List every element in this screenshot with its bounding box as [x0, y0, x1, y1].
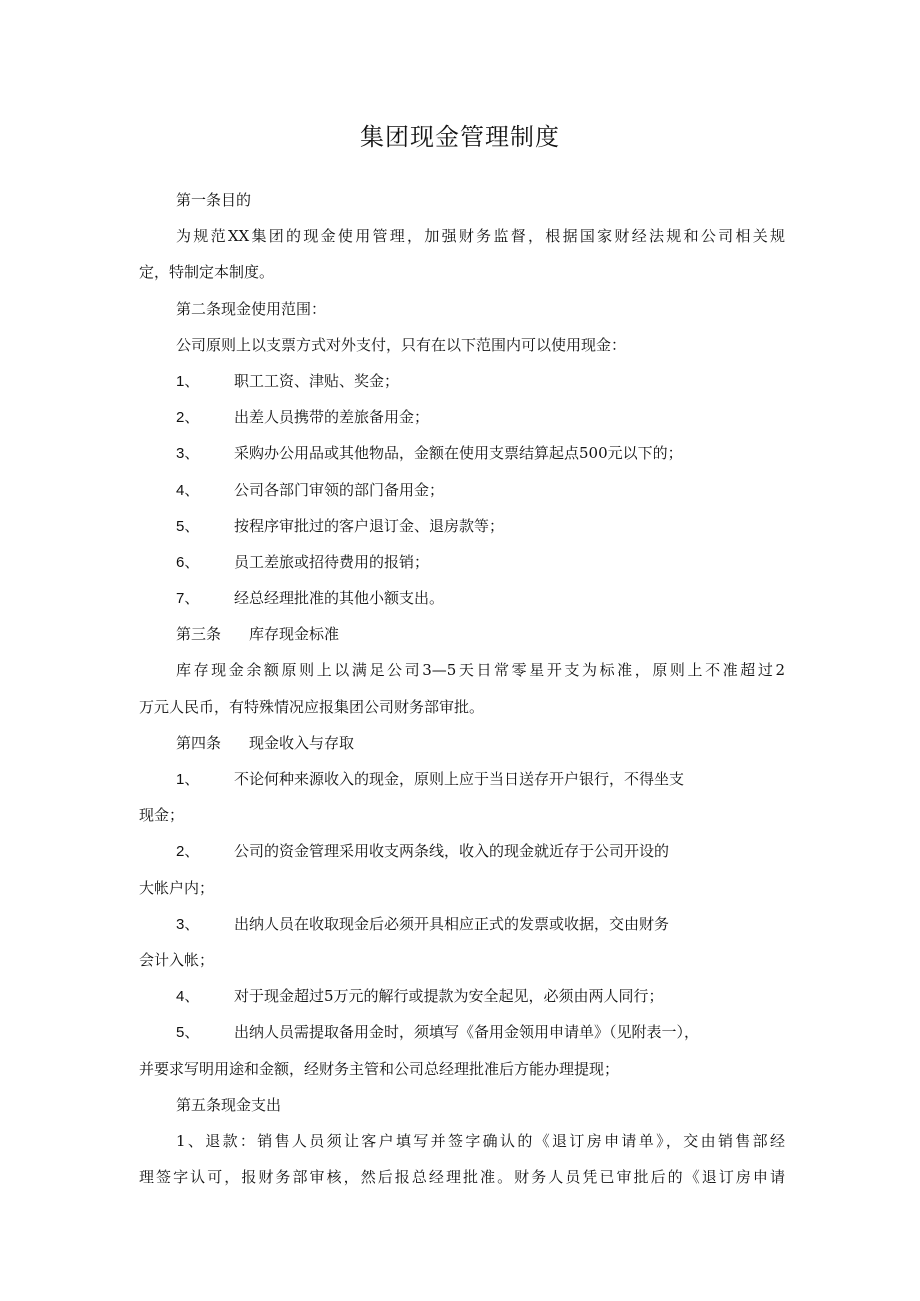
list-item-text: 经总经理批准的其他小额支出。 — [234, 589, 445, 608]
article-2-list-item — [139, 544, 785, 580]
article-4-list-item-continuation: 大帐户内； — [139, 878, 215, 897]
article-4-label: 第四条 — [176, 733, 222, 752]
list-item-number: 2、 — [176, 409, 200, 427]
article-2-list-item — [139, 580, 785, 616]
article-4-list-item — [139, 833, 785, 869]
document-title: 集团现金管理制度 — [360, 123, 560, 151]
article-4-list-item-continuation: 并要求写明用途和金额，经财务主管和公司总经理批准后方能办理提现； — [139, 1059, 620, 1078]
article-2-heading: 第二条现金使用范围： — [176, 299, 327, 318]
list-item-number: 5、 — [176, 517, 200, 535]
article-2-intro: 公司原则上以支票方式对外支付，只有在以下范围内可以使用现金： — [176, 335, 627, 354]
list-item-number: 7、 — [176, 590, 200, 608]
list-item-text: 出差人员携带的差旅备用金； — [234, 408, 430, 427]
article-4-list-item-continuation: 会计入帐； — [139, 950, 215, 969]
list-item-text: 员工差旅或招待费用的报销； — [234, 552, 430, 571]
article-4-list-item — [139, 1014, 785, 1050]
article-4-list-item-continuation: 现金； — [139, 806, 185, 825]
document-body — [139, 182, 785, 1195]
list-item-text: 公司的资金管理采用收支两条线，收入的现金就近存于公司开设的 — [234, 842, 670, 861]
article-1-paragraph-line-1: 为规范XX集团的现金使用管理，加强财务监督，根据国家财经法规和公司相关规 — [176, 227, 785, 246]
article-3-paragraph-line-2: 万元人民币，有特殊情况应报集团公司财务部审批。 — [139, 697, 485, 716]
list-item-number: 4、 — [176, 481, 200, 499]
article-3-heading — [139, 616, 785, 652]
list-item-text: 职工工资、津贴、奖金； — [234, 371, 400, 390]
article-5-heading: 第五条现金支出 — [176, 1095, 282, 1114]
list-item-number: 3、 — [176, 915, 200, 933]
article-4-list-item — [139, 761, 785, 797]
list-item-number: 1、 — [176, 372, 200, 390]
list-item-text: 采购办公用品或其他物品，金额在使用支票结算起点500元以下的； — [234, 444, 683, 463]
article-1-paragraph-line-2: 定，特制定本制度。 — [139, 263, 275, 282]
article-5-paragraph-line-1: 1、退款：销售人员须让客户填写并签字确认的《退订房申请单》，交由销售部经 — [176, 1131, 785, 1150]
list-item-number: 2、 — [176, 843, 200, 861]
article-2-list-item — [139, 363, 785, 399]
article-1-heading: 第一条目的 — [176, 191, 252, 209]
list-item-number: 3、 — [176, 445, 200, 463]
list-item-number: 1、 — [176, 771, 200, 788]
article-2-list-item — [139, 399, 785, 435]
article-3-title: 库存现金标准 — [249, 625, 340, 644]
article-4-list-item — [139, 978, 785, 1014]
list-item-number: 5、 — [176, 1024, 200, 1042]
article-3-paragraph-line-1: 库存现金余额原则上以满足公司3—5天日常零星开支为标准，原则上不准超过2 — [176, 661, 785, 680]
article-3-label: 第三条 — [176, 625, 222, 644]
list-item-number: 4、 — [176, 988, 200, 1006]
list-item-text: 公司各部门审领的部门备用金； — [234, 480, 445, 499]
list-item-text: 对于现金超过5万元的解行或提款为安全起见，必须由两人同行； — [234, 987, 664, 1006]
list-item-text: 出纳人员在收取现金后必须开具相应正式的发票或收据，交由财务 — [234, 914, 670, 933]
list-item-text: 不论何种来源收入的现金，原则上应于当日送存开户银行，不得坐支 — [234, 770, 685, 788]
list-item-text: 出纳人员需提取备用金时，须填写《备用金领用申请单》（见附表一）， — [234, 1023, 700, 1042]
list-item-text: 按程序审批过的客户退订金、退房款等； — [234, 516, 505, 535]
list-item-number: 6、 — [176, 553, 200, 571]
article-4-title: 现金收入与存取 — [249, 733, 355, 752]
article-5-paragraph-line-2: 理签字认可，报财务部审核，然后报总经理批准。财务人员凭已审批后的《退订房申请 — [139, 1168, 785, 1187]
article-2-list-item — [139, 472, 785, 508]
article-2-list-item — [139, 508, 785, 544]
article-4-heading — [139, 725, 785, 761]
article-2-list-item — [139, 435, 785, 471]
article-4-list-item — [139, 906, 785, 942]
